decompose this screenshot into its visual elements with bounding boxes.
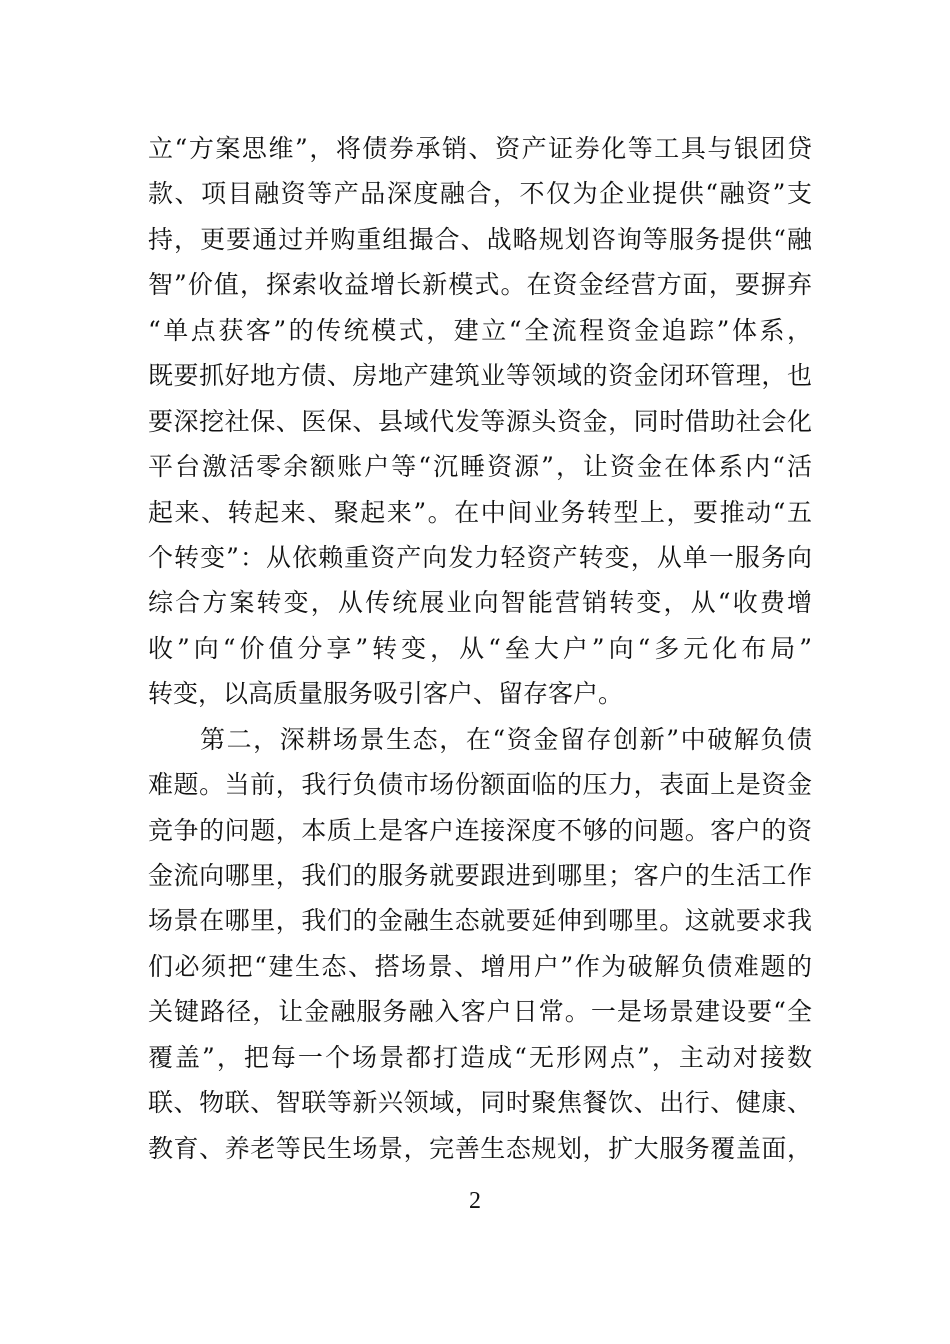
text-line: 场景在哪里，我们的金融生态就要延伸到哪里。这就要求我: [148, 906, 812, 936]
text-line: 个转变”：从依赖重资产向发力轻资产转变，从单一服务向: [148, 542, 812, 572]
text-line: 平台激活零余额账户等“沉睡资源”，让资金在体系内“活: [148, 452, 812, 482]
text-line: 关键路径，让金融服务融入客户日常。一是场景建设要“全: [148, 997, 812, 1027]
text-line: 智”价值，探索收益增长新模式。在资金经营方面，要摒弃: [148, 270, 812, 300]
text-line: 们必须把“建生态、搭场景、增用户”作为破解负债难题的: [148, 951, 812, 981]
text-line: 持，更要通过并购重组撮合、战略规划咨询等服务提供“融: [148, 224, 812, 254]
text-line: 综合方案转变，从传统展业向智能营销转变，从“收费增: [148, 588, 812, 618]
text-line: 竞争的问题，本质上是客户连接深度不够的问题。客户的资: [148, 815, 812, 845]
text-line: 既要抓好地方债、房地产建筑业等领域的资金闭环管理，也: [148, 361, 812, 391]
text-line: 立“方案思维”，将债券承销、资产证券化等工具与银团贷: [148, 134, 812, 163]
paragraph-first-line: 第二，深耕场景生态，在“资金留存创新”中破解负债: [200, 724, 812, 754]
page-number: 2: [469, 1188, 481, 1214]
text-line: 覆盖”，把每一个场景都打造成“无形网点”，主动对接数: [148, 1042, 812, 1072]
text-line: 难题。当前，我行负债市场份额面临的压力，表面上是资金: [148, 770, 812, 800]
text-line: 教育、养老等民生场景，完善生态规划，扩大服务覆盖面，: [148, 1133, 812, 1163]
text-line: 款、项目融资等产品深度融合，不仅为企业提供“融资”支: [148, 179, 812, 209]
text-line: 收”向“价值分享”转变，从“垒大户”向“多元化布局”: [148, 633, 812, 663]
text-line: “单点获客”的传统模式，建立“全流程资金追踪”体系，: [148, 315, 813, 345]
paragraph-end-line: 转变，以高质量服务吸引客户、留存客户。: [148, 679, 624, 709]
text-line: 要深挖社保、医保、县域代发等源头资金，同时借助社会化: [148, 406, 812, 436]
text-line: 起来、转起来、聚起来”。在中间业务转型上，要推动“五: [148, 497, 812, 527]
text-line: 金流向哪里，我们的服务就要跟进到哪里；客户的生活工作: [148, 861, 812, 890]
body-text: [148, 126, 812, 1171]
text-line: 联、物联、智联等新兴领域，同时聚焦餐饮、出行、健康、: [148, 1088, 812, 1118]
